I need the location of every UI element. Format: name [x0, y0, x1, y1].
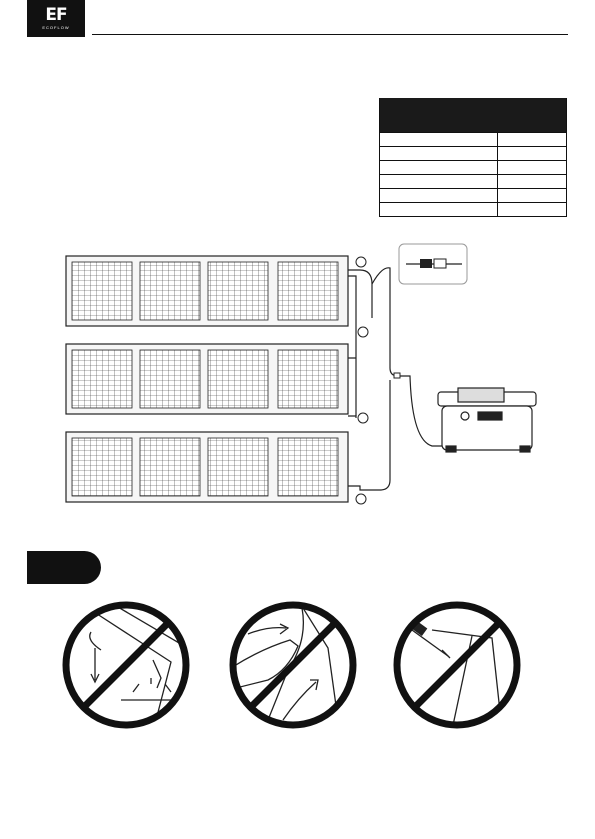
power-station: [438, 388, 536, 452]
connection-cables: [348, 268, 480, 490]
logo-mark: EF: [45, 5, 67, 25]
logo-wordmark: ECOFLOW: [42, 25, 70, 30]
solar-panel-row-2: [66, 344, 348, 414]
table-row: [380, 161, 567, 175]
section-label-pill: [27, 551, 101, 584]
sharp-object-prohibited-icon: [392, 600, 522, 730]
spec-table: [379, 98, 567, 217]
drop-impact-prohibited-icon: [61, 600, 191, 730]
table-row: [380, 203, 567, 217]
ecoflow-logo: [27, 0, 85, 37]
solar-panel-row-3: [66, 432, 348, 502]
header-rule: [92, 34, 568, 35]
table-row: [380, 133, 567, 147]
solar-connection-diagram: [60, 240, 540, 510]
bend-prohibited-icon: [228, 600, 358, 730]
connector-markers: [356, 257, 400, 504]
table-row: [380, 175, 567, 189]
spec-table-header: [380, 98, 567, 133]
connector-zoom-callout: [399, 244, 467, 284]
table-row: [380, 147, 567, 161]
table-row: [380, 189, 567, 203]
solar-panel-row-1: [66, 256, 348, 326]
